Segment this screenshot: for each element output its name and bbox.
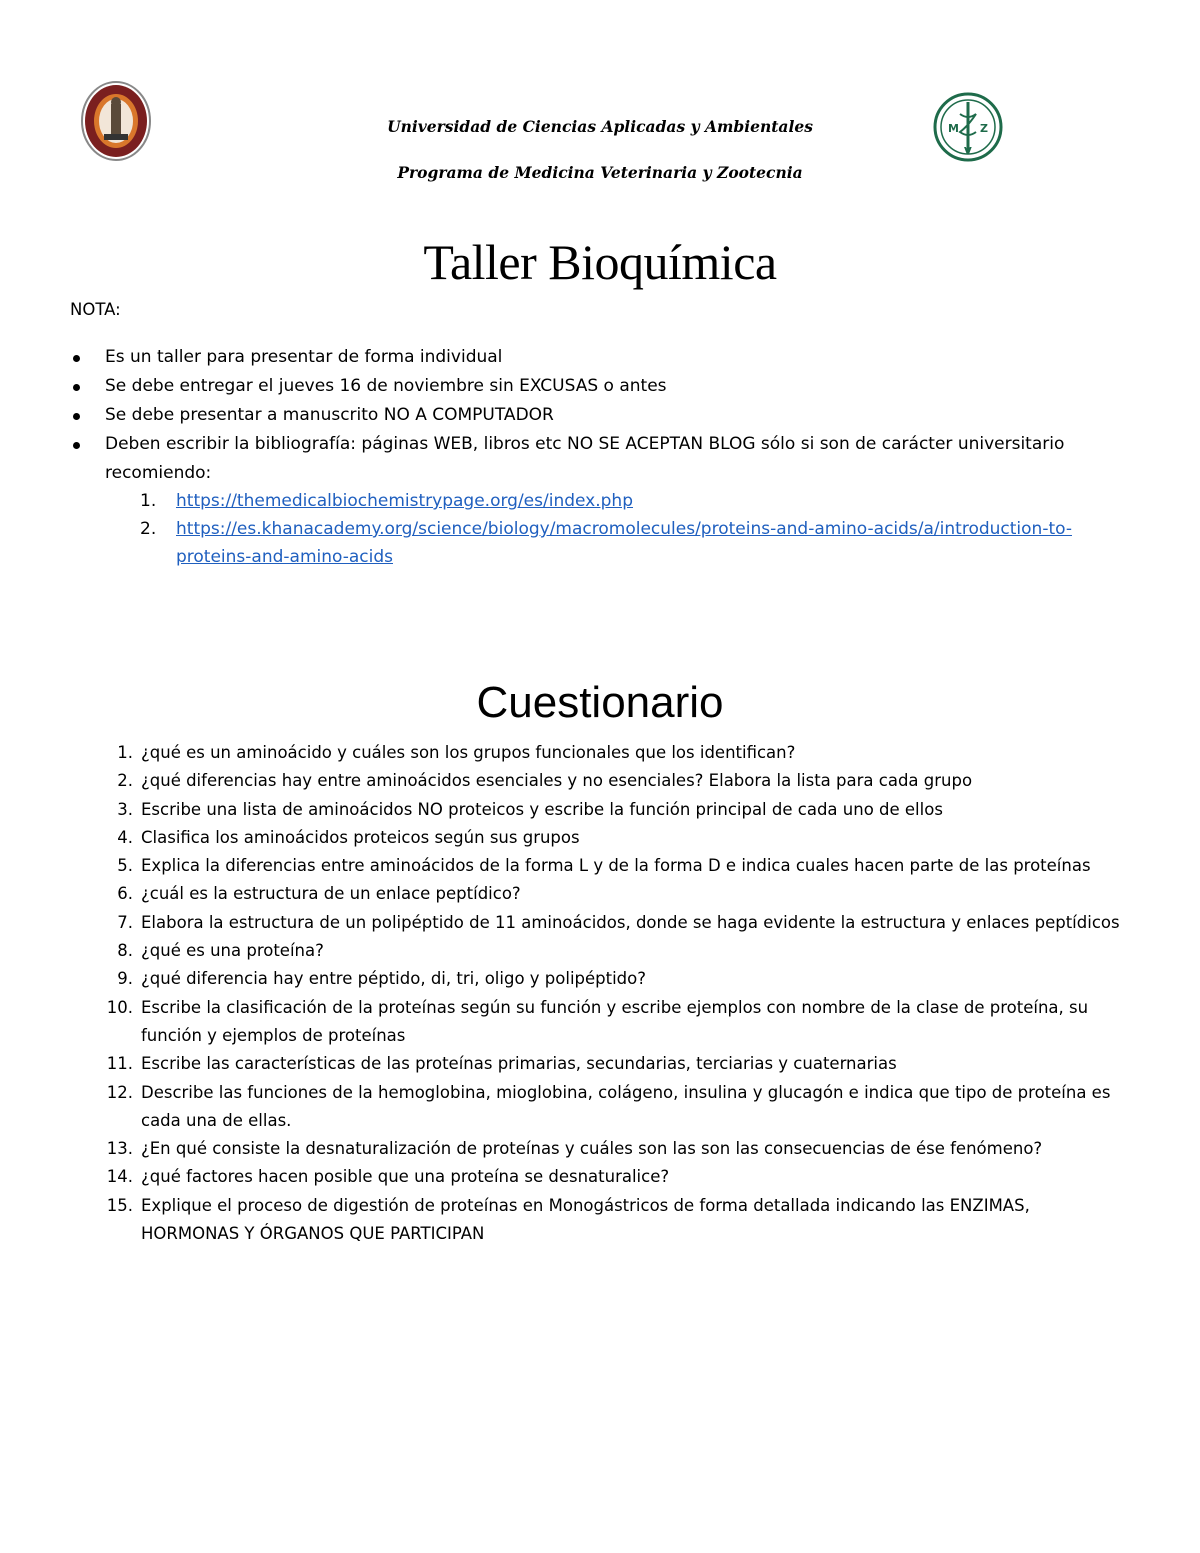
question-item <box>103 1135 1133 1163</box>
question-text: Elabora la estructura de un polipéptido de 11 aminoácidos, donde se haga evidente la estructura y enlaces peptídicos <box>141 912 1120 932</box>
document-title: Taller Bioquímica <box>423 234 777 290</box>
question-text: ¿qué factores hacen posible que una proteína se desnaturalice? <box>141 1167 670 1187</box>
question-item <box>103 852 1133 880</box>
svg-text:M: M <box>948 122 959 135</box>
question-number: 7. <box>117 912 133 932</box>
question-text: Explica la diferencias entre aminoácidos de la forma L y de la forma D e indica cuales hacen parte de las proteínas <box>141 856 1091 876</box>
question-item <box>103 994 1133 1051</box>
question-text: Describe las funciones de la hemoglobina, mioglobina, colágeno, insulina y glucagón e indica que tipo de proteína es cada una de ellas. <box>141 1082 1111 1130</box>
question-number: 5. <box>117 856 133 876</box>
question-item <box>103 937 1133 965</box>
question-text: ¿qué diferencia hay entre péptido, di, tri, oligo y polipéptido? <box>141 969 647 989</box>
program-name: Programa de Medicina Veterinaria y Zootecnia <box>397 163 803 182</box>
list-item <box>70 401 1140 430</box>
question-number: 6. <box>117 884 133 904</box>
note-text: Deben escribir la bibliografía: páginas WEB, libros etc NO SE ACEPTAN BLOG sólo si son de carácter universitario recomiendo: <box>105 434 1065 483</box>
question-text: ¿qué es una proteína? <box>141 941 324 961</box>
question-number: 2. <box>117 771 133 791</box>
question-item <box>103 1050 1133 1078</box>
svg-text:V: V <box>964 146 972 157</box>
svg-text:Z: Z <box>980 122 988 135</box>
questions-list <box>103 739 1133 1248</box>
list-item <box>70 430 1140 488</box>
question-item <box>103 909 1133 937</box>
question-text: Explique el proceso de digestión de proteínas en Monogástricos de forma detallada indicando las ENZIMAS, HORMONAS Y ÓRGANOS QUE PARTICIPAN <box>141 1195 1030 1244</box>
question-item <box>103 880 1133 908</box>
question-number: 3. <box>117 799 133 819</box>
question-number: 8. <box>117 941 133 961</box>
list-item <box>70 372 1140 401</box>
bibliography-link-2[interactable]: https://es.khanacademy.org/science/biology/macromolecules/proteins-and-amino-acids/a/introduction-to-proteins-and-amino-acids <box>176 519 1072 567</box>
question-item <box>103 824 1133 852</box>
nota-label: NOTA: <box>70 300 121 319</box>
question-number: 11. <box>106 1054 133 1074</box>
question-text: ¿qué diferencias hay entre aminoácidos esenciales y no esenciales? Elabora la lista para cada grupo <box>141 771 973 791</box>
university-name: Universidad de Ciencias Aplicadas y Ambientales <box>387 117 813 136</box>
note-text: Es un taller para presentar de forma individual <box>105 347 503 367</box>
question-text: ¿qué es un aminoácido y cuáles son los grupos funcionales que los identifican? <box>141 743 796 762</box>
list-item <box>140 515 1140 571</box>
question-item <box>103 767 1133 795</box>
question-number: 14. <box>106 1167 133 1187</box>
list-item <box>70 343 1140 372</box>
question-text: Clasifica los aminoácidos proteicos según sus grupos <box>141 827 580 847</box>
question-item <box>103 739 1133 767</box>
question-number: 10. <box>106 997 133 1017</box>
question-text: Escribe la clasificación de la proteínas según su función y escribe ejemplos con nombre de la clase de proteína, su función y ejemplos de proteínas <box>141 997 1089 1045</box>
question-number: 15. <box>106 1195 133 1215</box>
section-title: Cuestionario <box>476 678 724 727</box>
list-item <box>140 487 1140 515</box>
question-item <box>103 796 1133 824</box>
question-number: 9. <box>117 969 133 989</box>
question-text: ¿cuál es la estructura de un enlace peptídico? <box>141 884 521 904</box>
bullet-icon <box>73 413 80 420</box>
bibliography-links <box>140 487 1140 571</box>
question-item <box>103 1079 1133 1136</box>
question-number: 12. <box>106 1082 133 1102</box>
question-text: ¿En qué consiste la desnaturalización de proteínas y cuáles son las son las consecuencias de ése fenómeno? <box>141 1139 1043 1159</box>
question-number: 13. <box>106 1139 133 1159</box>
question-item <box>103 1163 1133 1191</box>
note-text: Se debe presentar a manuscrito NO A COMPUTADOR <box>105 405 554 425</box>
notes-list <box>70 343 1140 488</box>
bullet-icon <box>73 384 80 391</box>
question-number: 1. <box>117 743 133 762</box>
bibliography-link-1[interactable]: https://themedicalbiochemistrypage.org/es/index.php <box>176 491 633 511</box>
note-text: Se debe entregar el jueves 16 de noviembre sin EXCUSAS o antes <box>105 376 667 396</box>
link-number: 1. <box>140 491 157 511</box>
question-number: 4. <box>117 827 133 847</box>
link-number: 2. <box>140 519 157 539</box>
bullet-icon <box>73 442 80 449</box>
question-text: Escribe las características de las proteínas primarias, secundarias, terciarias y cuaternarias <box>141 1054 897 1074</box>
question-item <box>103 965 1133 993</box>
question-item <box>103 1192 1133 1249</box>
bullet-icon <box>73 355 80 362</box>
question-text: Escribe una lista de aminoácidos NO proteicos y escribe la función principal de cada uno de ellos <box>141 799 943 819</box>
